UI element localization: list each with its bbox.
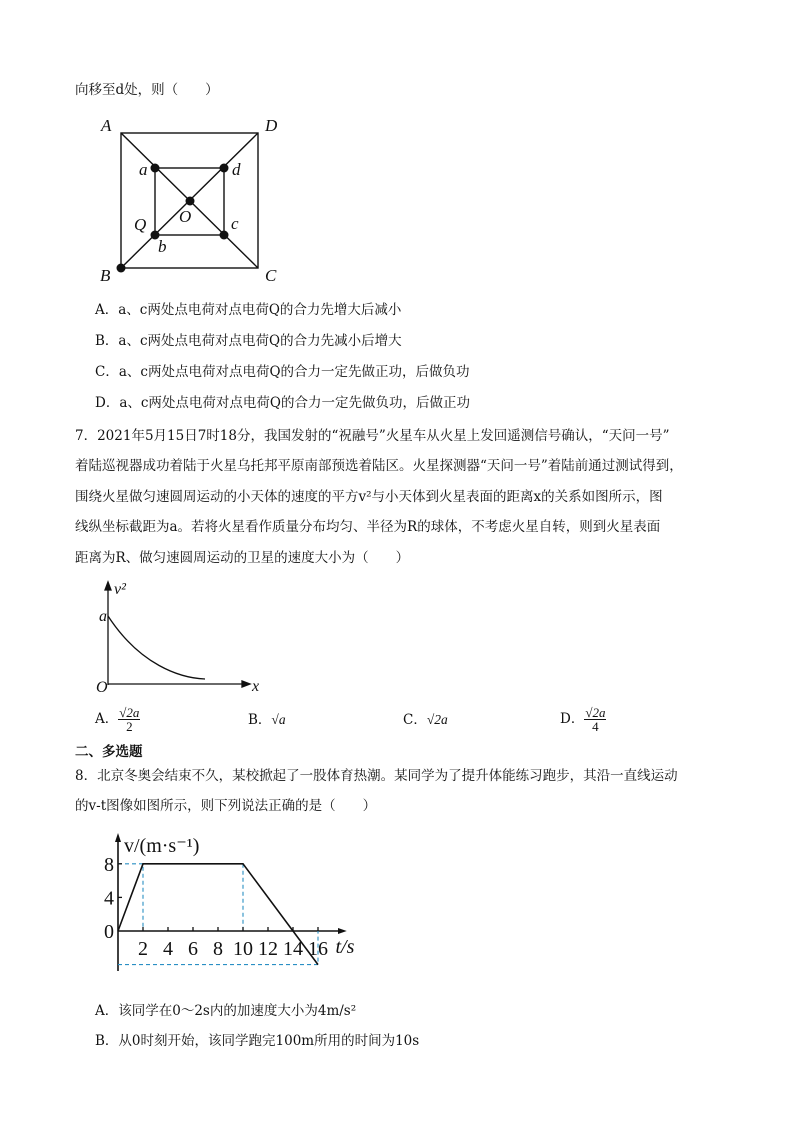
y-axis-arrow (105, 582, 111, 590)
charge-a (151, 164, 160, 173)
x-tick-label: 10 (233, 938, 253, 960)
y-axis-label: v/(m·s⁻¹) (124, 835, 200, 857)
label-B: B (100, 266, 111, 285)
label-O: O (179, 207, 192, 226)
label-a: a (139, 160, 148, 179)
label-b: b (158, 237, 167, 256)
x-axis-arrow (338, 928, 347, 934)
q7-line: 围绕火星做匀速圆周运动的小天体的速度的平方v²与小天体到火星表面的距离x的关系如图所示，图 (75, 489, 663, 505)
label-A: A (101, 116, 112, 135)
x-tick-label: 14 (283, 938, 303, 960)
label-C: C (265, 266, 277, 285)
charge-q (117, 264, 126, 273)
y-tick-label: 8 (104, 853, 114, 876)
q7-line: 着陆巡视器成功着陆于火星乌托邦平原南部预选着陆区。火星探测器“天问一号”着陆前通过测试得到， (75, 458, 683, 474)
x-tick-label: 8 (213, 938, 223, 960)
q8-line: 8．北京冬奥会结束不久，某校掀起了一股体育热潮。某同学为了提升体能练习跑步，其沿一直线运动 (75, 768, 678, 784)
x-tick-label: 2 (138, 938, 148, 960)
q8-option-b: B．从0时刻开始，该同学跑完100m所用的时间为10s (95, 1033, 420, 1049)
q8-line: 的v-t图像如图所示，则下列说法正确的是（ ） (75, 798, 377, 814)
y-tick-label: 0 (104, 921, 114, 943)
q6-option-b: B．a、c两处点电荷对点电荷Q的合力先减小后增大 (95, 333, 402, 349)
x-tick-label: 6 (188, 938, 198, 960)
label-d: d (232, 160, 241, 179)
q7-intercept-label: a (99, 608, 107, 625)
q7-x-label: x (252, 678, 260, 695)
x-axis-label: t/s (335, 936, 355, 958)
x-tick-label: 16 (308, 938, 328, 960)
y-axis-arrow (115, 833, 121, 842)
q7-line: 距离为R、做匀速圆周运动的卫星的速度大小为（ ） (75, 550, 410, 566)
q7-graph (105, 582, 250, 687)
q8-option-a: A．该同学在0～2s内的加速度大小为4m/s² (95, 1003, 357, 1019)
x-tick-label: 12 (258, 938, 278, 960)
label-c: c (231, 214, 239, 233)
charge-d (220, 164, 229, 173)
q7-origin-label: O (96, 679, 108, 696)
charge-o (186, 197, 195, 206)
q6-option-a: A．a、c两处点电荷对点电荷Q的合力先增大后减小 (95, 302, 402, 318)
q7-option-d: D． $\frac{√2a}{4}$ (560, 705, 606, 734)
x-axis-arrow (242, 681, 250, 687)
q7-option-b: B．√a (248, 712, 286, 728)
q8-vt-chart (104, 833, 355, 971)
label-D: D (265, 116, 278, 135)
q7-line: 线纵坐标截距为a。若将火星看作质量分布均匀、半径为R的球体，不考虑火星自转，则到火星表面 (75, 519, 661, 535)
y-tick-label: 4 (104, 887, 114, 910)
q7-line: 7．2021年5月15日7时18分，我国发射的“祝融号”火星车从火星上发回遥测信号确认，“天问一号” (75, 428, 670, 444)
q6-option-d: D．a、c两处点电荷对点电荷Q的合力一定先做负功，后做正功 (95, 395, 470, 411)
q7-y-label: v² (114, 581, 126, 598)
q7-option-c: C．√2a (403, 712, 448, 728)
section-heading-multiple-choice: 二、多选题 (75, 744, 143, 760)
q6-option-c: C．a、c两处点电荷对点电荷Q的合力一定先做正功，后做负功 (95, 364, 470, 380)
charge-c (220, 231, 229, 240)
q7-option-a: A． $\frac{√2a}{2}$ (95, 705, 140, 734)
x-tick-label: 4 (163, 938, 173, 960)
q6-stem-tail: 向移至d处，则（ ） (75, 82, 219, 98)
v2-curve (108, 616, 205, 679)
label-Q: Q (134, 215, 147, 234)
